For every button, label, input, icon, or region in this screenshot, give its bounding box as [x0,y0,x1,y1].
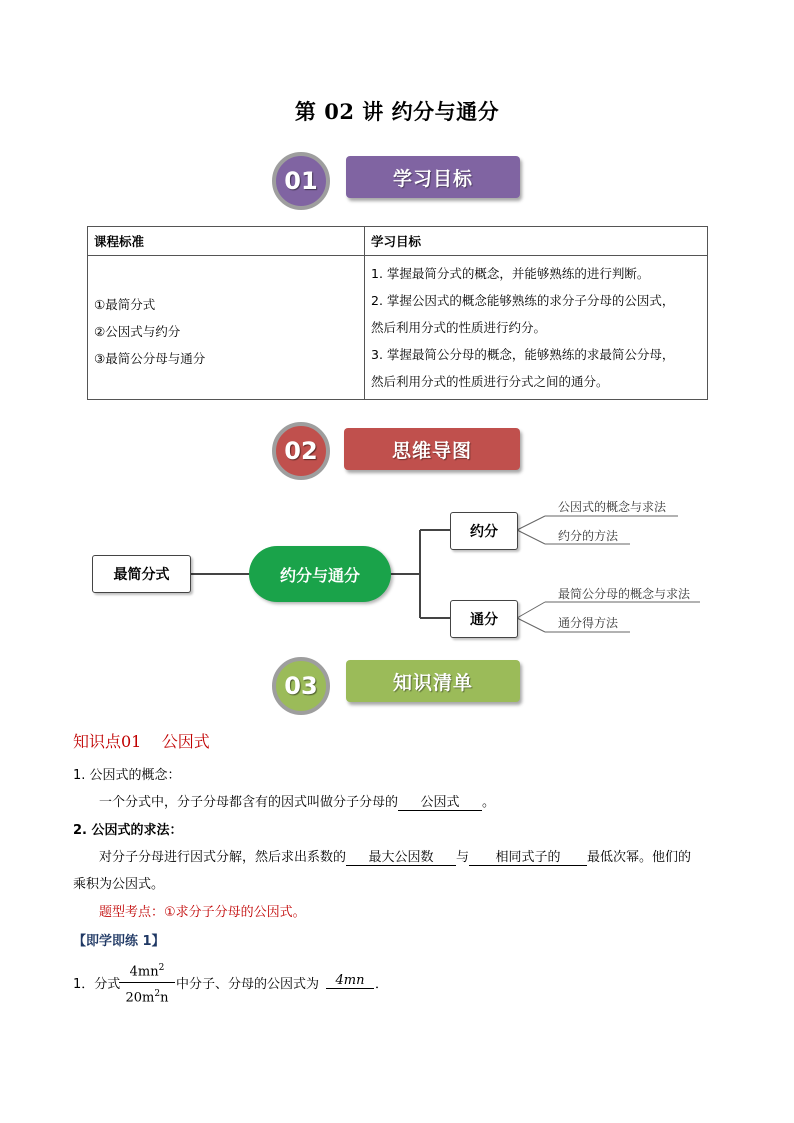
exam-point: 题型考点：①求分子分母的公因式。 [99,905,306,920]
banner-knowledge-list [272,654,524,716]
banner-number-badge: 02 [272,422,330,480]
answer-blank: 公因式 [398,791,482,811]
concept-text: 一个分式中，分子分母都含有的因式叫做分子分母的 [99,795,399,810]
method-text: 与 [456,850,470,865]
standards-cell [88,256,365,400]
concept-label: 1. 公因式的概念： [73,768,181,783]
banner-number-badge: 01 [272,152,330,210]
banner-learning-goals [272,150,524,212]
question-end: ． [375,977,389,992]
fraction-numerator [119,958,175,983]
standard-item: ②公因式与约分 [94,324,181,339]
table-header-standard: 课程标准 [88,227,365,256]
banner-bar: 知识清单 [346,660,520,702]
answer-blank: 4mn [326,973,374,989]
banner-mind-map [272,420,524,482]
answer-blank: 最大公因数 [346,846,456,866]
banner-bar: 思维导图 [344,428,520,470]
knowledge-point-heading: 知识点01 公因式 [73,732,210,751]
question-middle: 中分子、分母的公因式为 [176,977,320,992]
mindmap-leaf: 约分的方法 [558,529,619,543]
numerator-exponent: 2 [158,963,165,973]
mindmap-center-node: 约分与通分 [249,546,391,602]
objective-line: 2. 掌握公因式的概念能够熟练的求分子分母的公因式， [371,293,675,308]
objective-line: 3. 掌握最简公分母的概念，能够熟练的求最简公分母， [371,347,675,362]
objective-line: 1. 掌握最简分式的概念，并能够熟练的进行判断。 [371,266,650,281]
denominator-exponent: 2 [154,989,161,1000]
fraction [119,958,175,1010]
method-paragraph-cont: 乘积为公因式。 [73,877,165,892]
denominator-text-tail: n [160,990,169,1006]
mindmap-leaf: 最简公分母的概念与求法 [558,587,691,601]
answer-blank: 相同式子的 [469,846,587,866]
banner-number-badge: 03 [272,657,330,715]
method-label: 2. 公因式的求法： [73,823,183,838]
goals-table [87,226,708,400]
method-text: 对分子分母进行因式分解，然后求出系数的 [99,850,347,865]
concept-text-end: 。 [482,795,496,810]
question-prefix: 1．分式 [73,977,121,992]
practice-heading: 【即学即练 1】 [73,934,165,949]
fraction-denominator [119,983,175,1009]
mindmap-node-simplest-fraction: 最简分式 [92,555,191,593]
standard-item: ①最简分式 [94,297,156,312]
concept-paragraph [99,791,495,811]
mindmap-node-common-denominator: 通分 [450,600,518,638]
banner-bar: 学习目标 [346,156,520,198]
mindmap-node-reduction: 约分 [450,512,518,550]
page-title: 第 02 讲 约分与通分 [294,99,500,124]
mindmap-leaf: 通分得方法 [558,616,619,630]
table-header-objective: 学习目标 [365,227,708,256]
objective-line: 然后利用分式的性质进行约分。 [371,320,547,335]
mindmap-leaf: 公因式的概念与求法 [558,500,667,514]
method-text: 最低次幂。他们的 [587,850,692,865]
question-1 [73,958,473,1008]
objectives-cell [365,256,708,400]
denominator-text: 20m [125,990,155,1006]
numerator-text: 4mn [129,964,159,980]
method-paragraph [99,846,691,866]
standard-item: ③最简公分母与通分 [94,351,206,366]
objective-line: 然后利用分式的性质进行分式之间的通分。 [371,374,609,389]
